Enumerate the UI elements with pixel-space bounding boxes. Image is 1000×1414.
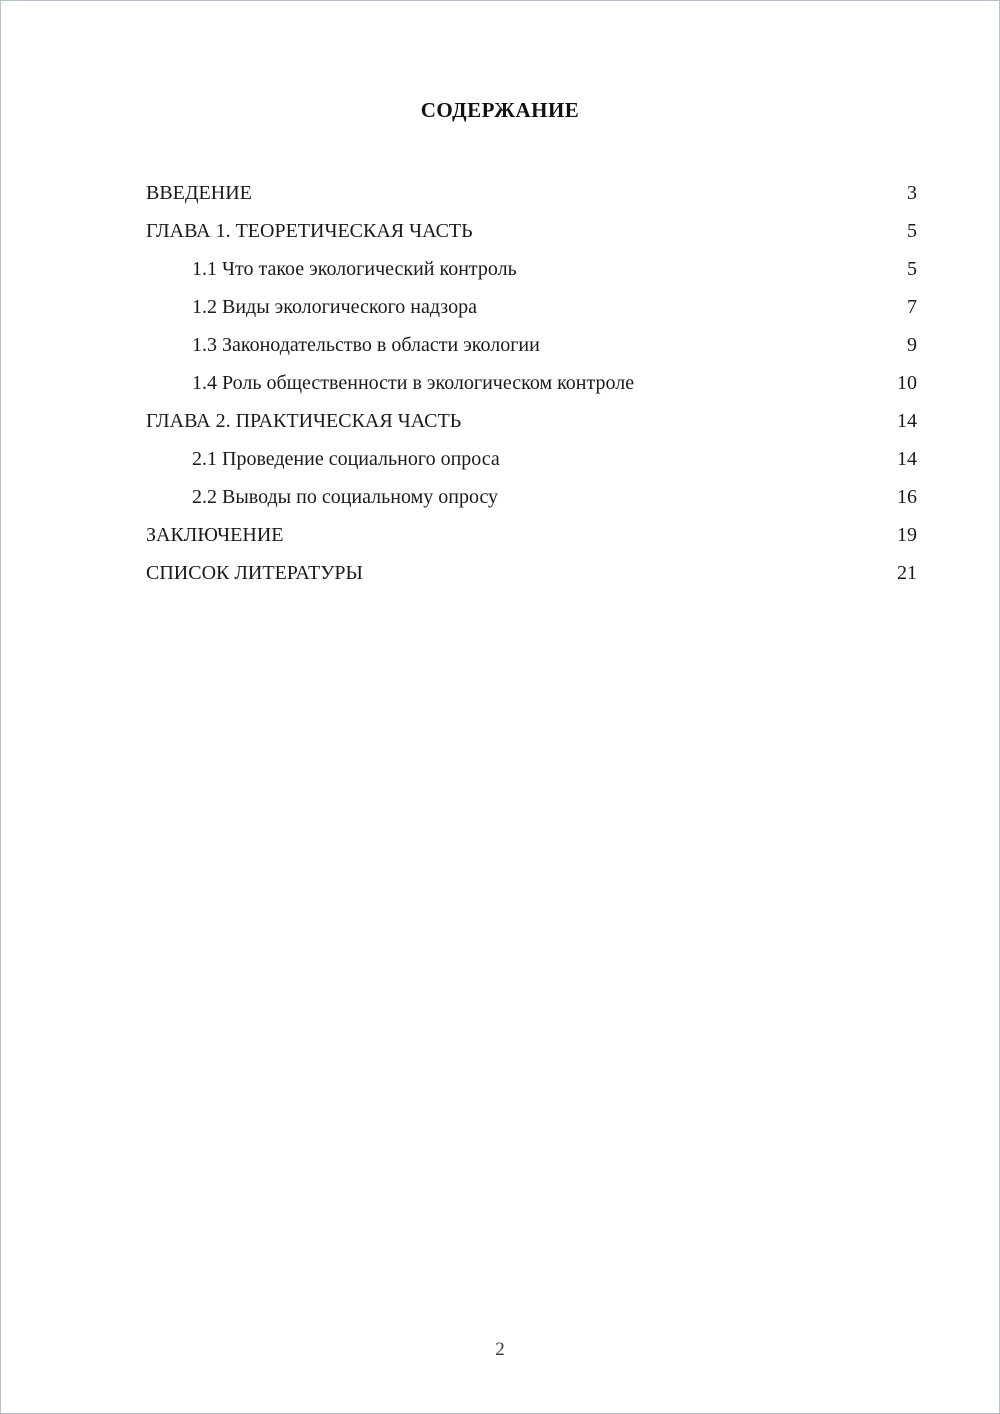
toc-entry-label: СПИСОК ЛИТЕРАТУРЫ: [146, 562, 363, 584]
toc-entry: [146, 174, 917, 212]
toc-entry: [146, 516, 917, 554]
table-of-contents: [146, 174, 917, 592]
toc-entry-page-number: 14: [897, 410, 917, 432]
toc-entry-label: 1.2 Виды экологического надзора: [192, 296, 477, 318]
toc-entry: [146, 440, 917, 478]
toc-entry-label: 2.1 Проведение социального опроса: [192, 448, 500, 470]
page-title: СОДЕРЖАНИЕ: [420, 98, 580, 122]
toc-entry: [146, 554, 917, 592]
toc-entry-label: 2.2 Выводы по социальному опросу: [192, 486, 499, 508]
toc-entry: [146, 402, 917, 440]
toc-entry-label: ГЛАВА 1. ТЕОРЕТИЧЕСКАЯ ЧАСТЬ: [146, 220, 473, 242]
toc-entry: [146, 288, 917, 326]
toc-entry-page-number: 7: [907, 296, 917, 318]
toc-entry-page-number: 10: [897, 372, 917, 394]
toc-entry-label: ВВЕДЕНИЕ: [146, 182, 252, 204]
toc-entry-page-number: 16: [897, 486, 917, 508]
toc-entry-page-number: 9: [907, 334, 917, 356]
toc-entry-page-number: 5: [907, 258, 917, 280]
toc-entry-label: 1.4 Роль общественности в экологическом контроле: [192, 372, 635, 394]
toc-entry-label: 1.1 Что такое экологический контроль: [192, 258, 517, 280]
toc-entry-label: ЗАКЛЮЧЕНИЕ: [146, 524, 284, 546]
footer-page-number: 2: [495, 1339, 505, 1360]
toc-entry: [146, 478, 917, 516]
toc-entry-page-number: 3: [907, 182, 917, 204]
toc-entry-label: ГЛАВА 2. ПРАКТИЧЕСКАЯ ЧАСТЬ: [146, 410, 462, 432]
toc-entry-page-number: 5: [907, 220, 917, 242]
toc-entry-page-number: 14: [897, 448, 917, 470]
toc-entry: [146, 250, 917, 288]
toc-entry-page-number: 21: [897, 562, 917, 584]
toc-entry: [146, 326, 917, 364]
toc-entry-page-number: 19: [897, 524, 917, 546]
toc-entry-label: 1.3 Законодательство в области экологии: [192, 334, 540, 356]
toc-entry: [146, 212, 917, 250]
toc-entry: [146, 364, 917, 402]
